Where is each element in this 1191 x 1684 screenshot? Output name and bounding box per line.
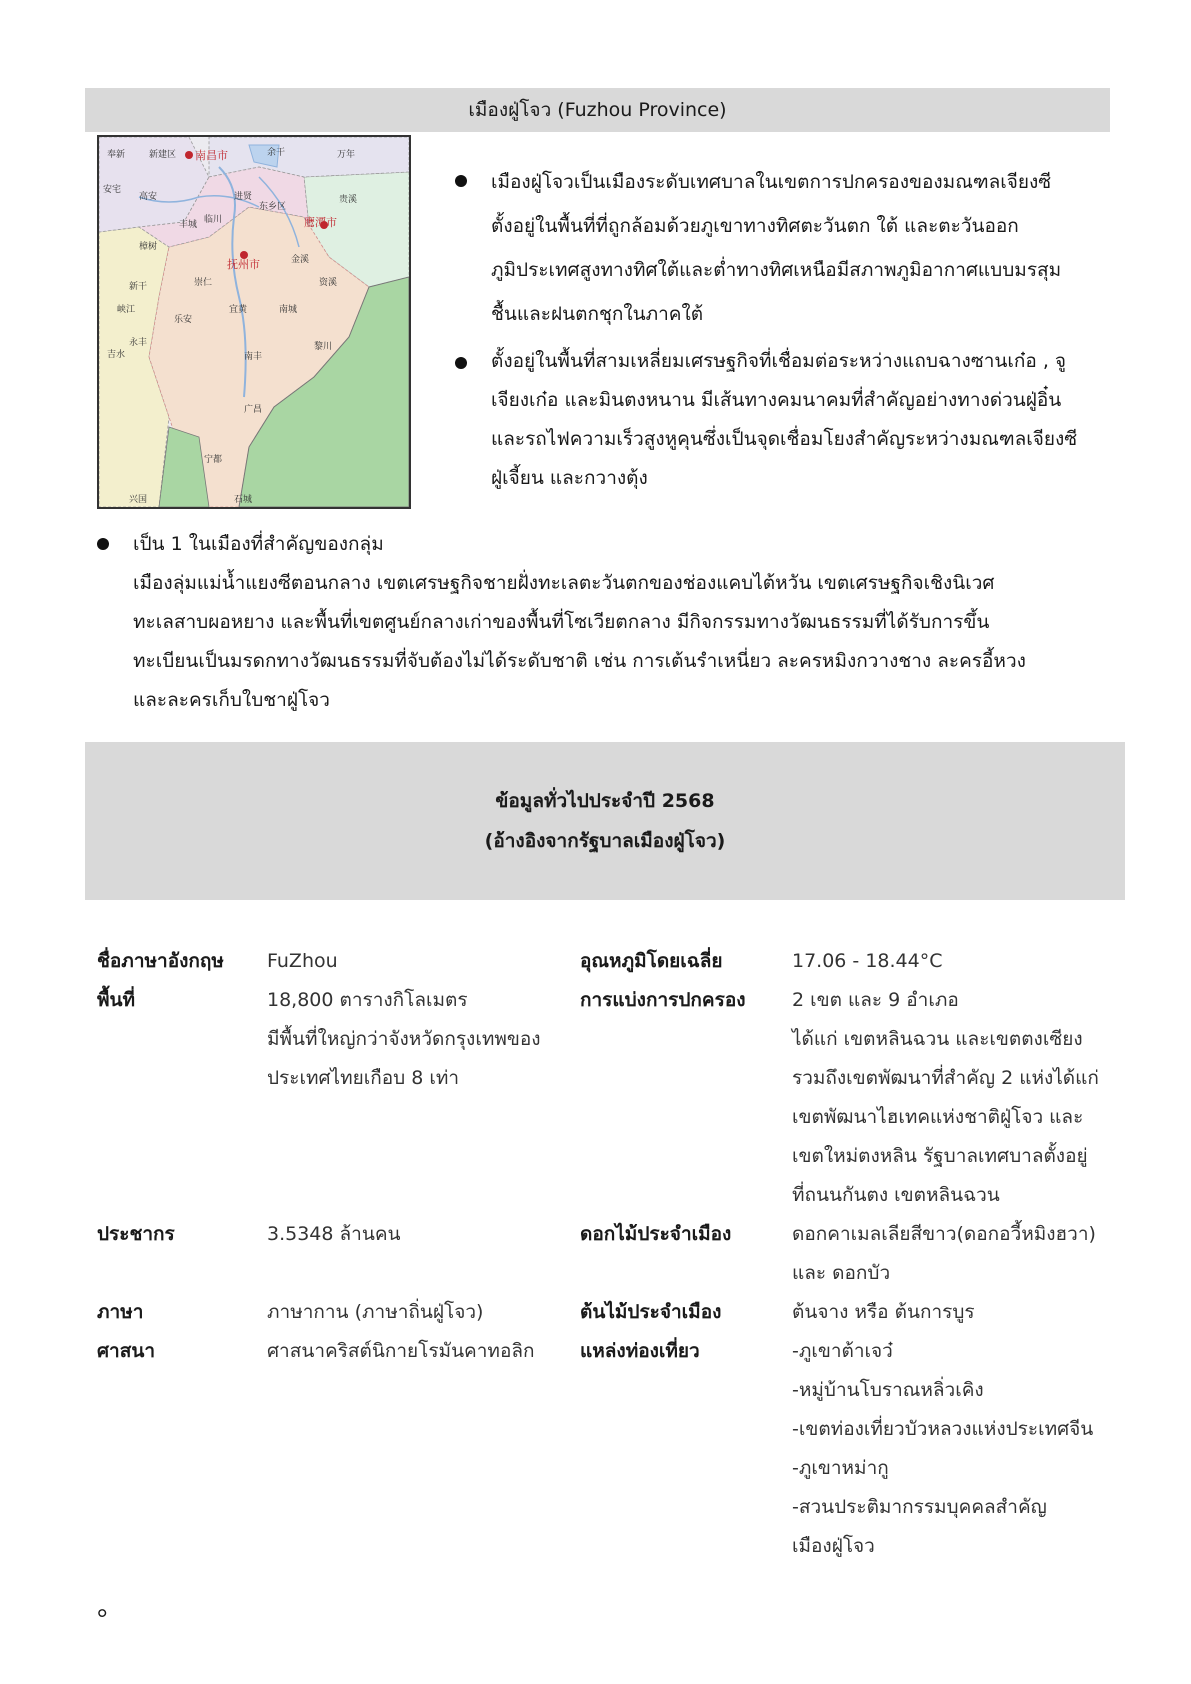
- city-flower-value: [792, 1215, 1096, 1293]
- area-value: [267, 981, 541, 1098]
- intro-bullet-list: [455, 160, 1115, 504]
- attraction-item: -สวนประติมากรรมบุคคลสำคัญ: [792, 1496, 1047, 1518]
- city-flower-label: ดอกไม้ประจำเมือง: [580, 1223, 732, 1245]
- temperature-value: 17.06 - 18.44°C: [792, 950, 943, 972]
- bullet-line: ทะเบียนเป็นมรดกทางวัฒนธรรมที่จับต้องไม่ได้ระดับชาติ เช่น การเต้นรำเหนี่ยว ละครหมิงกวางชาง ละครอี้หวง: [133, 650, 1026, 672]
- map-label: 鹰潭市: [304, 216, 337, 229]
- temperature-label: อุณหภูมิโดยเฉลี่ย: [580, 950, 723, 972]
- bullet-line: และละครเก็บใบชาฝู่โจว: [133, 689, 330, 711]
- religion-value: ศาสนาคริสต์นิกายโรมันคาทอลิก: [267, 1340, 535, 1362]
- map-label: 临川: [204, 215, 223, 225]
- admin-line: เขตใหม่ตงหลิน รัฐบาลเทศบาลตั้งอยู่: [792, 1145, 1088, 1167]
- map-label: 奉新: [107, 150, 126, 160]
- bullet-dot-icon: [97, 538, 109, 550]
- population-label: ประชากร: [97, 1223, 175, 1245]
- map-label: 新干: [129, 282, 148, 292]
- map-label: 高安: [139, 192, 158, 202]
- admin-line: 2 เขต และ 9 อำเภอ: [792, 989, 959, 1011]
- fuzhou-map: [97, 135, 411, 509]
- page-title-bar: [85, 88, 1110, 132]
- bullet-line: ตั้งอยู่ในพื้นที่ที่ถูกล้อมด้วยภูเขาทางทิศตะวันตก ใต้ และตะวันออก: [491, 215, 1019, 237]
- map-label: 资溪: [319, 278, 338, 288]
- map-label: 乐安: [174, 315, 193, 325]
- bullet-culture: [97, 525, 1087, 720]
- map-label: 余干: [267, 148, 286, 158]
- attractions-label: แหล่งท่องเที่ยว: [580, 1340, 700, 1362]
- bullet-line: เจียงเก๋อ และมินตงหนาน มีเส้นทางคมนาคมที่สำคัญอย่างทางด่วนฝู่อิ๋น: [491, 389, 1062, 411]
- map-label: 樟树: [139, 242, 158, 252]
- bullet-line: เป็น 1 ในเมืองที่สำคัญของกลุ่ม: [133, 533, 384, 555]
- city-tree-label: ต้นไม้ประจำเมือง: [580, 1301, 722, 1323]
- attraction-item: -ภูเขาหม่ากู: [792, 1457, 889, 1479]
- map-label: 广昌: [244, 405, 263, 415]
- map-label: 永丰: [129, 338, 148, 348]
- map-label: 兴国: [129, 495, 148, 505]
- map-label: 宜黄: [229, 305, 248, 315]
- language-label: ภาษา: [97, 1301, 144, 1323]
- admin-line: ที่ถนนกันตง เขตหลินฉวน: [792, 1184, 1000, 1206]
- map-label: 宁都: [204, 455, 223, 465]
- map-label: 万年: [337, 150, 356, 160]
- map-label: 南城: [279, 305, 298, 315]
- bullet-line: และรถไฟความเร็วสูงหูคุนซึ่งเป็นจุดเชื่อมโยงสำคัญระหว่างมณฑลเจียงซี: [491, 428, 1078, 450]
- map-label: 安宅: [103, 185, 122, 195]
- administration-value: [792, 981, 1099, 1215]
- administration-label: การแบ่งการปกครอง: [580, 989, 746, 1011]
- map-label: 石城: [234, 495, 253, 505]
- bullet-economy: [455, 342, 1115, 498]
- english-name-label: ชื่อภาษาอังกฤษ: [97, 950, 224, 972]
- map-label: 吉水: [107, 350, 126, 360]
- attraction-item: -เขตท่องเที่ยวบัวหลวงแห่งประเทศจีน: [792, 1418, 1094, 1440]
- general-info-source: (อ้างอิงจากรัฐบาลเมืองฝู่โจว): [484, 830, 726, 852]
- flower-line: และ ดอกบัว: [792, 1262, 891, 1284]
- english-name-value: FuZhou: [267, 950, 338, 972]
- bullet-line: ฝู่เจี้ยน และกวางตุ้ง: [491, 467, 648, 489]
- bullet-location: [455, 160, 1115, 336]
- population-value: 3.5348 ล้านคน: [267, 1223, 401, 1245]
- bullet-dot-icon: [455, 175, 467, 187]
- bullet-line: ทะเลสาบผอหยาง และพื้นที่เขตศูนย์กลางเก่าของพื้นที่โซเวียตกลาง มีกิจกรรมทางวัฒนธรรมที่ได้รับการขึ้น: [133, 611, 990, 633]
- map-label: 抚州市: [227, 258, 260, 271]
- page-title: เมืองฝู่โจว (Fuzhou Province): [468, 99, 727, 121]
- map-label: 黎川: [314, 342, 333, 352]
- map-graphic: [99, 137, 409, 507]
- attraction-item: เมืองฝู่โจว: [792, 1535, 875, 1557]
- language-value: ภาษากาน (ภาษาถิ่นฝู่โจว): [267, 1301, 484, 1323]
- map-label: 进贤: [234, 192, 253, 202]
- general-info-title: ข้อมูลทั่วไปประจำปี 2568: [495, 790, 715, 812]
- bullet-line: ตั้งอยู่ในพื้นที่สามเหลี่ยมเศรษฐกิจที่เชื่อมต่อระหว่างแถบฉางซานเก๋อ , จู: [491, 350, 1067, 372]
- area-line: มีพื้นที่ใหญ่กว่าจังหวัดกรุงเทพของ: [267, 1028, 541, 1050]
- attractions-list: [792, 1332, 1093, 1566]
- admin-line: ได้แก่ เขตหลินฉวน และเขตตงเซียง: [792, 1028, 1083, 1050]
- admin-line: เขตพัฒนาไฮเทคแห่งชาติฝู่โจว และ: [792, 1106, 1084, 1128]
- area-line: ประเทศไทยเกือบ 8 เท่า: [267, 1067, 460, 1089]
- map-label: 丰城: [179, 220, 198, 230]
- religion-label: ศาสนา: [97, 1340, 155, 1362]
- bullet-line: ชื้นและฝนตกชุกในภาคใต้: [491, 303, 704, 325]
- city-tree-value: ต้นจาง หรือ ต้นการบูร: [792, 1301, 975, 1323]
- bullet-line: เมืองฝู่โจวเป็นเมืองระดับเทศบาลในเขตการปกครองของมณฑลเจียงซี: [491, 171, 1052, 193]
- bullet-dot-icon: [455, 357, 467, 369]
- page-number: ๐: [97, 1602, 108, 1622]
- map-label: 南昌市: [195, 149, 228, 162]
- bullet-line: เมืองลุ่มแม่น้ำแยงซีตอนกลาง เขตเศรษฐกิจชายฝั่งทะเลตะวันตกของช่องแคบไต้หวัน เขตเศรษฐกิจเชิงนิเวศ: [133, 572, 995, 594]
- map-label: 崇仁: [194, 278, 213, 288]
- map-label: 南丰: [244, 352, 263, 362]
- attraction-item: -หมู่บ้านโบราณหลิ่วเคิง: [792, 1379, 984, 1401]
- bullet-line: ภูมิประเทศสูงทางทิศใต้และต่ำทางทิศเหนือมีสภาพภูมิอากาศแบบมรสุม: [491, 259, 1062, 281]
- map-label: 新建区: [149, 150, 177, 160]
- attraction-item: -ภูเขาต้าเจว๋: [792, 1340, 893, 1362]
- area-label: พื้นที่: [97, 989, 136, 1011]
- map-label: 贵溪: [339, 195, 358, 205]
- flower-line: ดอกคาเมลเลียสีขาว(ดอกอวี้หมิงฮวา): [792, 1223, 1096, 1245]
- general-info-header: [85, 742, 1125, 900]
- admin-line: รวมถึงเขตพัฒนาที่สำคัญ 2 แห่งได้แก่: [792, 1067, 1099, 1089]
- map-label: 东乡区: [259, 202, 287, 212]
- area-line: 18,800 ตารางกิโลเมตร: [267, 989, 468, 1011]
- map-label: 峡江: [117, 305, 136, 315]
- map-label: 金溪: [291, 255, 310, 265]
